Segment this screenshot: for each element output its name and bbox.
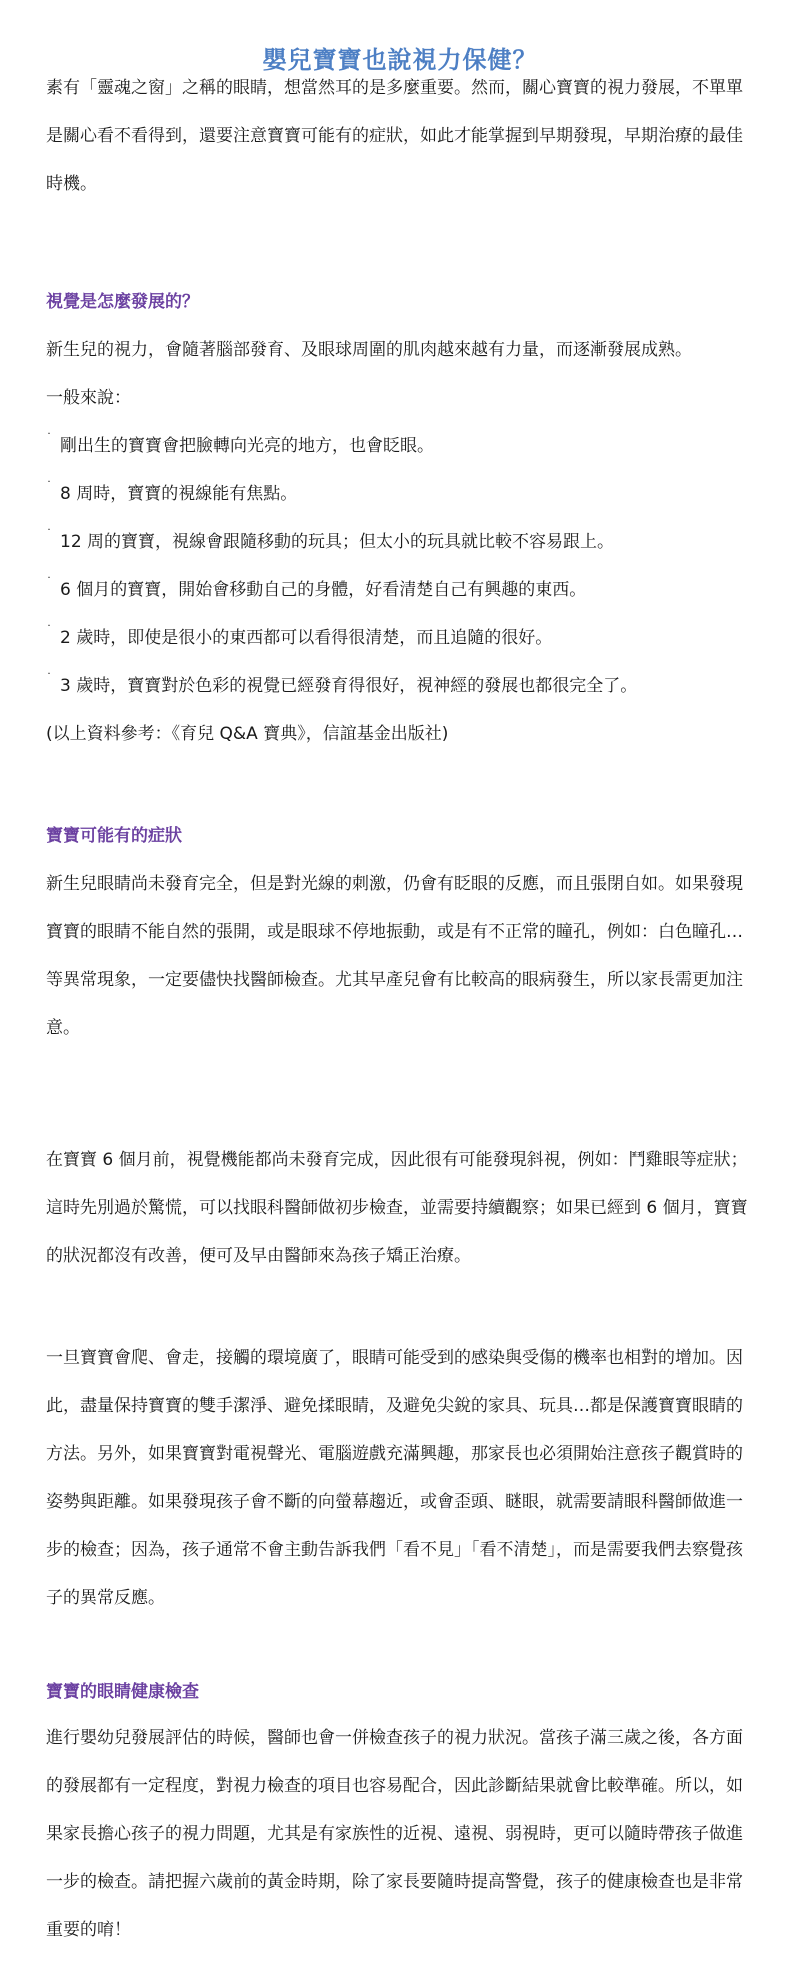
bullet-mark: ˙ xyxy=(46,527,52,541)
intro-paragraph: 素有「靈魂之窗」之稱的眼睛，想當然耳的是多麼重要。然而，關心寶寶的視力發展，不單單是關心看不看得到，還要注意寶寶可能有的症狀，如此才能掌握到早期發現，早期治療的最佳時機。 xyxy=(46,78,743,194)
bullet-mark: ˙ xyxy=(46,431,52,445)
list-item xyxy=(46,518,756,566)
section-lead: 新生兒的視力，會隨著腦部發育、及眼球周圍的肌肉越來越有力量，而逐漸發展成熟。 xyxy=(46,340,692,360)
list-item-text: 2 歲時，即使是很小的東西都可以看得很清楚，而且追隨的很好。 xyxy=(60,628,553,648)
list-item xyxy=(46,422,756,470)
eye-checkup-body xyxy=(46,1714,756,1954)
section-symptoms xyxy=(46,824,756,848)
article-title: 嬰兒寶寶也說視力保健？ xyxy=(262,46,538,74)
symptoms-paragraph: 在寶寶 6 個月前，視覺機能都尚未發育完成，因此很有可能發現斜視，例如：鬥雞眼等症狀；這時先別過於驚慌，可以找眼科醫師做初步檢查，並需要持續觀察；如果已經到 6 個月，寶寶的狀況都沒有改善，便可及早由醫師來為孩子矯正治療。 xyxy=(46,1150,748,1266)
bullet-mark: ˙ xyxy=(46,623,52,637)
symptoms-paragraph: 一旦寶寶會爬、會走，接觸的環境廣了，眼睛可能受到的感染與受傷的機率也相對的增加。因此，盡量保持寶寶的雙手潔淨、避免揉眼睛，及避免尖銳的家具、玩具…都是保護寶寶眼睛的方法。另外，如果寶寶對電視聲光、電腦遊戲充滿興趣，那家長也必須開始注意孩子觀賞時的姿勢與距離。如果發現孩子會不斷的向螢幕趨近，或會歪頭、瞇眼，就需要請眼科醫師做進一步的檢查；因為，孩子通常不會主動告訴我們「看不見」「看不清楚」，而是需要我們去察覺孩子的異常反應。 xyxy=(46,1348,743,1608)
section-vision-development-body xyxy=(46,326,756,758)
list-item-text: 剛出生的寶寶會把臉轉向光亮的地方，也會眨眼。 xyxy=(60,436,434,456)
symptoms-paragraph-1-block xyxy=(46,860,756,1052)
list-item xyxy=(46,566,756,614)
bullet-mark: ˙ xyxy=(46,479,52,493)
general-label: 一般來說： xyxy=(46,388,131,408)
list-item-text: 8 周時，寶寶的視線能有焦點。 xyxy=(60,484,298,504)
list-item-text: 3 歲時，寶寶對於色彩的視覺已經發育得很好，視神經的發展也都很完全了。 xyxy=(60,676,638,696)
symptoms-paragraph: 新生兒眼睛尚未發育完全，但是對光線的刺激，仍會有眨眼的反應，而且張閉自如。如果發現寶寶的眼睛不能自然的張開，或是眼球不停地振動，或是有不正常的瞳孔，例如：白色瞳孔…等異常現象，一定要儘快找醫師檢查。尤其早產兒會有比較高的眼病發生，所以家長需更加注意。 xyxy=(46,874,743,1038)
section-vision-development xyxy=(46,290,756,314)
list-item xyxy=(46,614,756,662)
list-item xyxy=(46,662,756,710)
symptoms-paragraph-2-block xyxy=(46,1136,756,1280)
section-heading: 寶寶的眼睛健康檢查 xyxy=(46,1682,199,1702)
bullet-mark: ˙ xyxy=(46,575,52,589)
list-item-text: 6 個月的寶寶，開始會移動自己的身體，好看清楚自己有興趣的東西。 xyxy=(60,580,587,600)
section-heading: 視覺是怎麼發展的？ xyxy=(46,292,199,312)
section-eye-checkup xyxy=(46,1680,756,1704)
list-item-text: 12 周的寶寶，視線會跟隨移動的玩具；但太小的玩具就比較不容易跟上。 xyxy=(60,532,615,552)
intro-block xyxy=(46,64,756,208)
reference-note: (以上資料參考：《育兒 Q&A 寶典》，信誼基金出版社) xyxy=(46,724,449,744)
eye-checkup-paragraph: 進行嬰幼兒發展評估的時候，醫師也會一併檢查孩子的視力狀況。當孩子滿三歲之後，各方面的發展都有一定程度，對視力檢查的項目也容易配合，因此診斷結果就會比較準確。所以，如果家長擔心孩子的視力問題，尤其是有家族性的近視、遠視、弱視時，更可以隨時帶孩子做進一步的檢查。請把握六歲前的黃金時期，除了家長要隨時提高警覺，孩子的健康檢查也是非常重要的唷！ xyxy=(46,1728,743,1940)
bullet-mark: ˙ xyxy=(46,671,52,685)
section-heading: 寶寶可能有的症狀 xyxy=(46,826,182,846)
list-item xyxy=(46,470,756,518)
symptoms-paragraph-3-block xyxy=(46,1334,756,1622)
